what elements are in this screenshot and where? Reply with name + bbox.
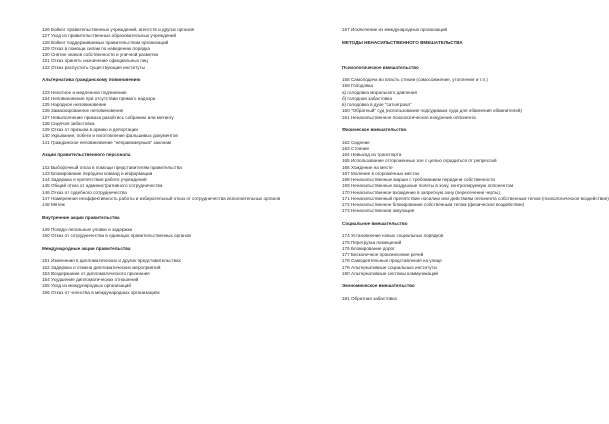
list-item: 178 Самодеятельные представления на улице — [342, 258, 442, 264]
list-item: 141 Гражданское неповиновение "неправомерным" законам — [42, 139, 171, 145]
list-item: 149 Псевдо-легальные уловки и задержки — [42, 227, 133, 232]
list-item: 154 Ухудшение дипломатических отношений — [42, 277, 139, 282]
list-item: 131 Отказ принять назначение официальных лиц — [42, 58, 149, 64]
list-item: 158 Самоподача во власть стихии (самосожжение, утопление и т.п.) — [342, 77, 488, 82]
list-item: а) голодовка морального давления — [342, 89, 417, 95]
list-item: 128 Бойкот поддерживаемых правительством организаций — [42, 39, 169, 45]
section-heading: Экономическое вмешательство — [342, 283, 415, 289]
list-item: 127 Уход из правительственных образовательных учреждений — [42, 33, 177, 39]
section-heading: Социальное вмешательство — [342, 220, 408, 226]
section-heading: Международные акции правительства — [42, 245, 131, 251]
section-heading: Альтернатива гражданскому повиновению — [42, 77, 141, 82]
list-item: 175 Перегрузка помещений — [342, 239, 402, 245]
list-item: 148 Мятеж — [42, 202, 65, 207]
list-item: 176 Блокирование дорог — [342, 245, 395, 251]
list-item: 179 Альтернативные социальные институты — [342, 264, 437, 270]
right-column — [342, 27, 609, 302]
left-column — [42, 27, 314, 296]
list-item: 156 Отказ от членства в международных организациях — [42, 289, 160, 295]
list-item: 167 Моление в огороженных местах — [342, 170, 420, 176]
list-item: 181 Обратная забастовка — [342, 295, 397, 301]
section-heading: МЕТОДЫ НЕНАСИЛЬСТВЕННОГО ВМЕШАТЕЛЬСТВА — [342, 39, 463, 45]
list-item: 168 Ненасильственные марши с требованием передачи собственности — [342, 177, 495, 182]
list-item: 157 Исключение из международных организаций — [342, 27, 448, 32]
list-item: 150 Отказ от сотрудничества в единицах правительственных органов — [42, 233, 191, 239]
list-item: 173 Ненасильственная оккупация — [342, 208, 415, 214]
list-item: 169 Ненасильственные воздушные полеты в зону, контролируемую оппонентом — [342, 183, 514, 189]
list-item: 159 Голодовка — [342, 83, 374, 89]
list-item: 153 Воздержание от дипломатического признания — [42, 270, 150, 276]
list-item: 146 Отказ от судебного сотрудничества — [42, 189, 127, 195]
list-item: 165 Использование отгороженных зон с целью оградиться от репрессий — [342, 158, 497, 164]
list-item: б) голодная забастовка — [342, 95, 392, 101]
list-item: 145 Общий отказ от административного сотрудничества — [42, 183, 163, 189]
list-item: 135 Народное неповиновение — [42, 102, 107, 107]
list-item: 170 Ненасильственное вхождение в запретную зону (пересечение черты) — [342, 189, 500, 195]
list-item: 143 Блокирование передачи команд и информации — [42, 170, 153, 176]
list-item: 134 Неповиновение при отсутствии прямого надзора — [42, 95, 156, 101]
list-item: 138 Сидячая забастовка — [42, 120, 95, 126]
list-item: 142 Выборочный отказ в помощи представителям правительства — [42, 164, 182, 170]
list-item: 133 Нехотное и медленное подчинение — [42, 89, 127, 95]
list-item: 137 Невыполнение приказа разойтись собранию или митингу — [42, 114, 174, 120]
list-item: 172 Ненасильственное блокирование собственным телом (физическое воздействие) — [342, 202, 525, 207]
list-item: 161 Ненасильственное психологическое изнурение оппонента — [342, 114, 476, 120]
section-heading: Внутренние акции правительства — [42, 214, 120, 220]
list-item: 132 Отказ распустить существующие институты — [42, 64, 145, 70]
list-item: 152 Задержка и отмена дипломатических мероприятий — [42, 264, 161, 270]
list-item: 171 Ненасильственный препятствие носилию или действиям оппонента собственным телом (психологическое воздействие) — [342, 195, 609, 201]
list-item: 151 Изменения в дипломатических и других представительствах — [42, 258, 181, 264]
list-item: 144 Задержка и препятствия работе учреждений — [42, 177, 147, 182]
list-item: 129 Отказ в помощи силам по наведению порядка — [42, 45, 150, 51]
list-item: 126 Бойкот правительственных учреждений, агентств и других органов — [42, 27, 194, 32]
list-item: 177 Бесконечное произнесение речей — [342, 252, 424, 257]
section-heading: Психологическое вмешательство — [342, 64, 419, 70]
list-item: 136 Замаскированное неповиновение — [42, 108, 124, 114]
list-item: 160 "Обратный" суд (использование подсудимым суда для обвинения обвинителей) — [342, 108, 523, 114]
list-item: 163 Стояние — [342, 145, 370, 151]
list-item: 174 Установление новых социальных порядков — [342, 233, 444, 239]
list-item: 164 Невыход из транспорта — [342, 152, 402, 157]
list-item: 166 Хождение на месте — [342, 164, 393, 170]
list-item: 139 Отказ от призыва в армию и депортации — [42, 127, 138, 132]
list-item: 155 Уход из международных организаций — [42, 283, 131, 289]
list-item: 140 Укрывание, побеги и изготовление фальшивых документов — [42, 133, 178, 139]
list-item: 162 Сидение — [342, 139, 370, 145]
list-item: 147 Намеренная неэффективность работы и избирательный отказ от сотрудничества исполнительных органов — [42, 195, 281, 201]
list-item: 180 Альтернативные системы коммуникаций — [342, 270, 438, 276]
section-heading: Физическое вмешательство — [342, 127, 407, 132]
list-item: 130 Снятие знаков собственности и уличной разметки — [42, 52, 159, 57]
list-item: в) голодовка в духе "сатьяграха" — [342, 102, 412, 107]
section-heading: Акции правительственного персонала — [42, 152, 131, 157]
